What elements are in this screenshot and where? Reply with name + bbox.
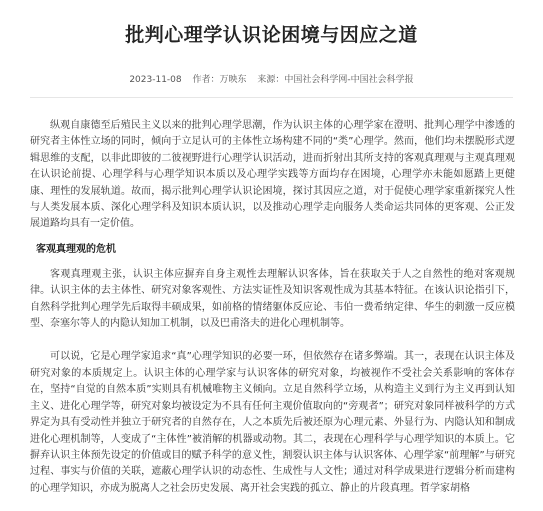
article-source: 来源：中国社会科学网-中国社会科学报 xyxy=(257,75,414,85)
article-body xyxy=(30,118,515,497)
article-meta xyxy=(0,73,543,87)
paragraph: 客观真理观主张，认识主体应摒弃自身主观性去理解认识客体，旨在获取关于人之自然性的绝对客观规律。认识主体的去主体性、研究对象客观性、方法实证性及知识客观性成为其基本特征。在该认识论指引下，自然科学批判心理学先后取得丰硕成果，如前格的情绪躯体反应论、韦伯一费希纳定律、华生的刺激一反应模型、奈塞尔等人的内隐认知加工机制，以及巴甫洛夫的进化心理机制等。 xyxy=(30,268,515,330)
article-title: 批判心理学认识论困境与因应之道 xyxy=(125,24,418,46)
divider xyxy=(30,97,513,98)
section-heading: 客观真理观的危机 xyxy=(36,243,116,255)
paragraph: 可以说，它是心理学家追求“真”心理学知识的必要一环，但依然存在诸多弊端。其一，表现在认识主体及研究对象的本质规定上。认识主体的心理学家与认识客体的研究对象，均被视作不受社会关系影响的客体存在，坚持“自觉的自然本质”实则具有机械唯物主义倾向。立足自然科学立场，从构造主义到行为主义再到认知主义、进化心理学等，研究对象均被设定为不具有任何主观价值取向的“旁观者”；研究对象同样被科学的方式界定为具有受动性并独立于研究者的自然存在，人之本质先后被还原为心理元素、外显行为、内隐认知和制成进化心理机制等，人变成了“主体性”被消解的机器或动物。其二，表现在心理科学与心理学知识的本质上。它摒弃认识主体预先设定的价值或目的赋予科学的意义性，割裂认识主体与认识客体、心理学家“前理解”与研究过程、事实与价值的关联，遮蔽心理学认识的动态性、生成性与人文性；通过对科学成果进行逻辑分析而建构的心理学知识，亦成为脱离人之社会历史发展、离开社会実践的孤立、静止的片段真理。哲学家胡格 xyxy=(30,351,515,494)
publish-date: 2023-11-08 xyxy=(129,75,182,85)
author-name: 作者：万映东 xyxy=(192,75,247,85)
paragraph: 纵观自康德至后殖民主义以来的批判心理学思潮，作为认识主体的心理学家在澄明、批判心理学中渗透的研究者主体性立场的同时，倾向于立足认可的主体性立场构建不同的“类”心理学。然而，他们均未摆脱形式逻辑思维的支配，以非此即彼的二彼视野进行心理学认识活动，进而折射出其所支持的客观真理观与主观真理观在认识论前提、心理学科与心理学知识本质以及心理学实践等方面均存在困境，心理学亦未能如愿踏上更健康、理性的发展轨道。故而，揭示批判心理学认识论困境，探讨其因应之道，对于促使心理学家重新探究人性与人类发展本质、深化心理学科及知识本质认识，以及推动心理学走向服务人类命运共同体的更客观、公正发展道路均具有一定价值。 xyxy=(30,120,515,230)
